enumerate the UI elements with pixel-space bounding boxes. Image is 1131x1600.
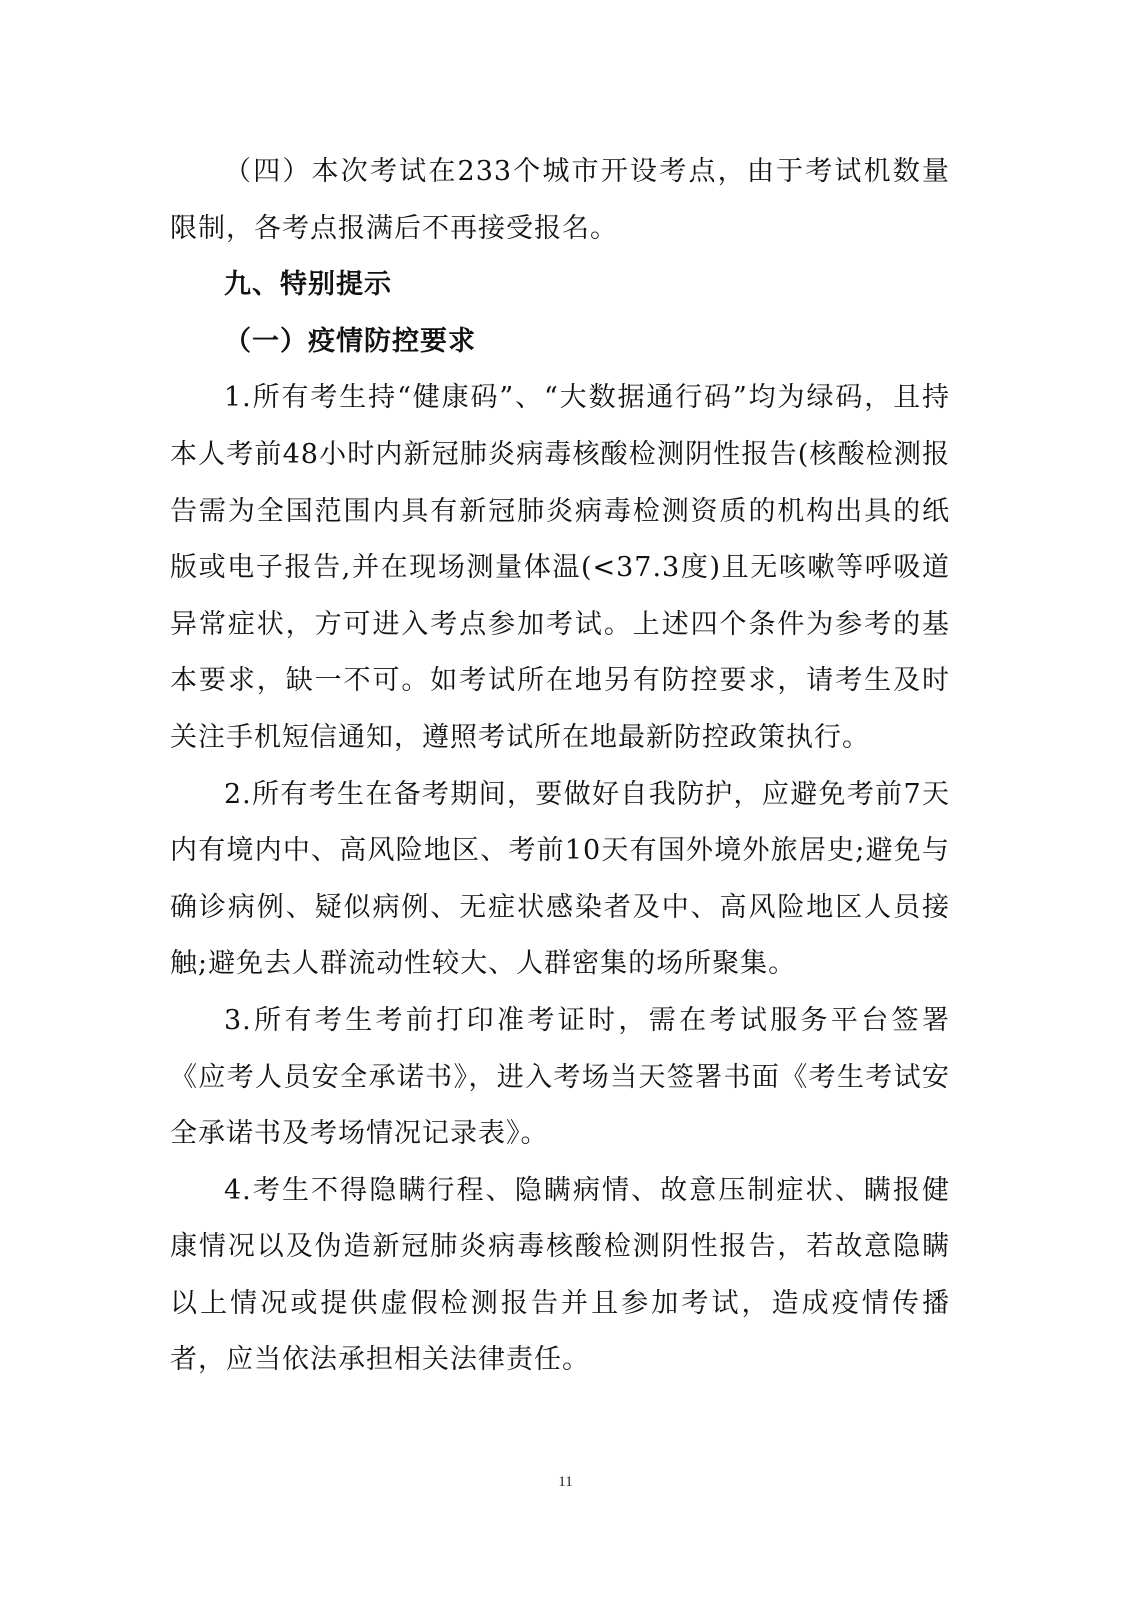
- paragraph-item-4-legal-responsibility: 4.考生不得隐瞒行程、隐瞒病情、故意压制症状、瞒报健康情况以及伪造新冠肺炎病毒核酸检测阴性报告，若故意隐瞒以上情况或提供虚假检测报告并且参加考试，造成疫情传播者，应当依法承担相关法律责任。: [170, 1174, 950, 1376]
- subsection-heading-epidemic-control: （一）疫情防控要求: [224, 325, 476, 357]
- paragraph-exam-sites: （四）本次考试在233个城市开设考点，由于考试机数量限制，各考点报满后不再接受报名。: [170, 156, 950, 244]
- paragraph-item-2-self-protection: 2.所有考生在备考期间，要做好自我防护，应避免考前7天内有境内中、高风险地区、考前10天有国外境外旅居史;避免与确诊病例、疑似病例、无症状感染者及中、高风险地区人员接触;避免去人群流动性较大、人群密集的场所聚集。: [170, 778, 950, 980]
- paragraph-item-3-safety-pledge: 3.所有考生考前打印准考证时，需在考试服务平台签署《应考人员安全承诺书》，进入考场当天签署书面《考生考试安全承诺书及考场情况记录表》。: [170, 1004, 950, 1150]
- section-heading-special-notice: 九、特别提示: [224, 269, 392, 301]
- page-number: 11: [558, 1474, 573, 1490]
- document-body: [170, 144, 950, 1389]
- paragraph-item-1-health-code: 1.所有考生持“健康码”、“大数据通行码”均为绿码，且持本人考前48小时内新冠肺炎病毒核酸检测阴性报告(核酸检测报告需为全国范围内具有新冠肺炎病毒检测资质的机构出具的纸版或电子报告,并在现场测量体温(<37.3度)且无咳嗽等呼吸道异常症状，方可进入考点参加考试。上述四个条件为参考的基本要求，缺一不可。如考试所在地另有防控要求，请考生及时关注手机短信通知，遵照考试所在地最新防控政策执行。: [170, 382, 950, 753]
